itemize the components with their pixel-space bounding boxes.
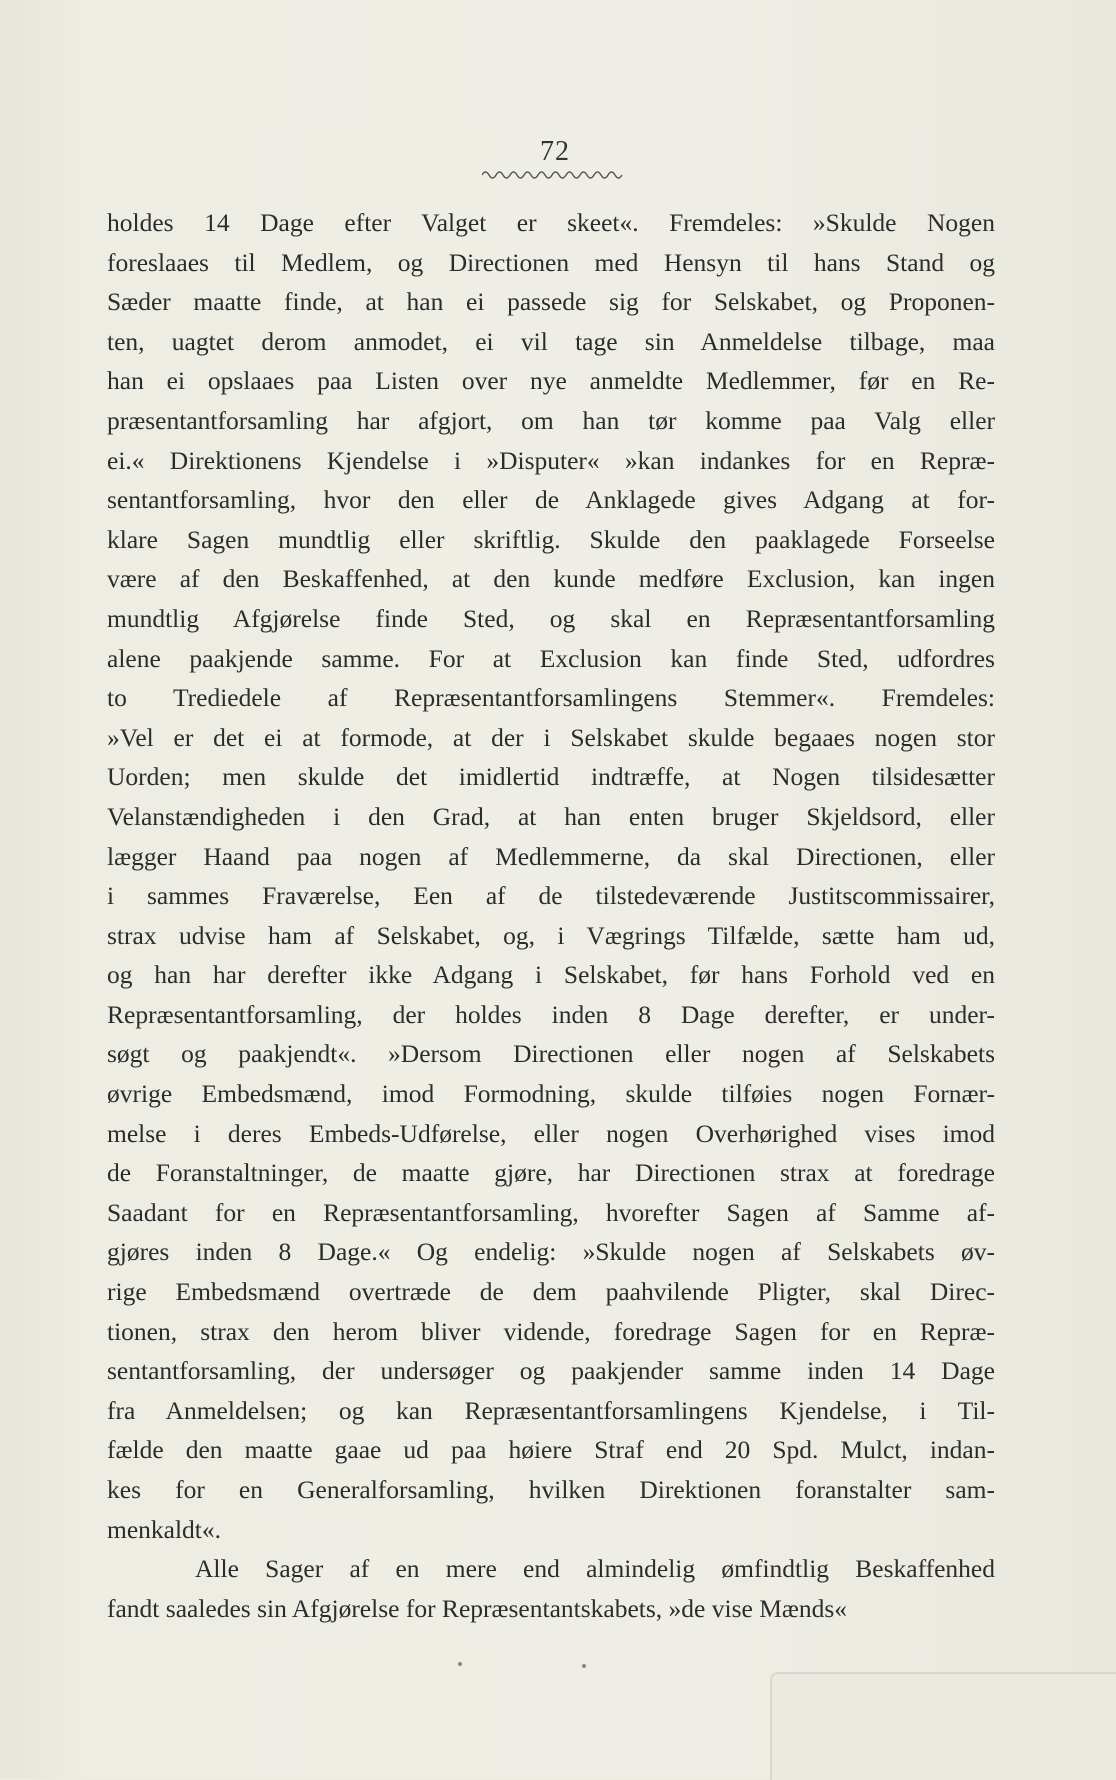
text-line-content: mundtlig Afgjørelse finde Sted, og skal en Repræsentantforsamling (107, 603, 995, 633)
text-line (107, 1039, 995, 1079)
text-line (107, 960, 995, 1000)
text-line (107, 842, 995, 882)
text-line (107, 644, 995, 684)
text-line-content: søgt og paakjendt«. »Dersom Directionen eller nogen af Selskabets (107, 1039, 995, 1069)
text-line (107, 1594, 995, 1634)
text-line (107, 287, 995, 327)
text-line (107, 1119, 995, 1159)
text-line (107, 248, 995, 288)
text-line (107, 1554, 995, 1594)
text-line-content: ten, uagtet derom anmodet, ei vil tage sin Anmeldelse tilbage, maa (107, 326, 995, 356)
speck-mark (582, 1664, 586, 1668)
text-line-content: øvrige Embedsmænd, imod Formodning, skulde tilføies nogen Fornær- (107, 1079, 995, 1109)
text-line-content: holdes 14 Dage efter Valget er skeet«. Fremdeles: »Skulde Nogen (107, 208, 995, 237)
text-line (107, 1237, 995, 1277)
text-line (107, 1515, 995, 1555)
text-line-content: Velanstændigheden i den Grad, at han enten bruger Skjeldsord, eller (107, 801, 995, 831)
text-line-content: menkaldt«. (107, 1514, 222, 1544)
text-line-content: præsentantforsamling har afgjort, om han tør komme paa Valg eller (107, 405, 995, 435)
text-line-content: de Foranstaltninger, de maatte gjøre, har Directionen strax at foredrage (107, 1158, 995, 1188)
paper-corner-fold (770, 1672, 1116, 1780)
body-text (107, 208, 995, 1633)
text-line-content: Alle Sager af en mere end almindelig ømfindtlig Beskaffenhed (195, 1554, 995, 1584)
text-line (107, 406, 995, 446)
text-line-content: og han har derefter ikke Adgang i Selskabet, før hans Forhold ved en (107, 960, 995, 990)
text-line (107, 366, 995, 406)
text-line-content: Saadant for en Repræsentantforsamling, hvorefter Sagen af Samme af- (107, 1197, 995, 1227)
text-line-content: sentantforsamling, der undersøger og paakjender samme inden 14 Dage (107, 1356, 995, 1386)
text-line-content: Uorden; men skulde det imidlertid indtræffe, at Nogen tilsidesætter (107, 762, 995, 792)
text-line (107, 921, 995, 961)
text-line (107, 802, 995, 842)
text-line-content: fælde den maatte gaae ud paa høiere Straf end 20 Spd. Mulct, indan- (107, 1435, 995, 1465)
text-line (107, 881, 995, 921)
text-line-content: alene paakjende samme. For at Exclusion kan finde Sted, udfordres (107, 643, 995, 673)
text-line-content: to Trediedele af Repræsentantforsamlingens Stemmer«. Fremdeles: (107, 683, 995, 713)
text-line-content: han ei opslaaes paa Listen over nye anmeldte Medlemmer, før en Re- (107, 366, 995, 396)
text-line (107, 1317, 995, 1357)
text-line-content: gjøres inden 8 Dage.« Og endelig: »Skulde nogen af Selskabets øv- (107, 1237, 995, 1267)
text-line-content: ei.« Direktionens Kjendelse i »Disputer« »kan indankes for en Repræ- (107, 445, 995, 475)
page-number: 72 (540, 136, 570, 167)
text-line-content: rige Embedsmænd overtræde de dem paahvilende Pligter, skal Direc- (107, 1277, 995, 1307)
text-line (107, 1198, 995, 1238)
text-line (107, 1356, 995, 1396)
wavy-rule-ornament (482, 168, 624, 182)
text-line (107, 525, 995, 565)
text-line (107, 1277, 995, 1317)
text-line-content: fra Anmeldelsen; og kan Repræsentantforsamlingens Kjendelse, i Til- (107, 1395, 995, 1425)
text-line-content: Repræsentantforsamling, der holdes inden 8 Dage derefter, er under- (107, 999, 995, 1029)
text-line (107, 1475, 995, 1515)
text-line (107, 1396, 995, 1436)
text-line-content: sentantforsamling, hvor den eller de Anklagede gives Adgang at for- (107, 485, 995, 515)
text-line (107, 762, 995, 802)
text-line (107, 327, 995, 367)
text-line-content: klare Sagen mundtlig eller skriftlig. Skulde den paaklagede Forseelse (107, 524, 995, 554)
text-line (107, 1000, 995, 1040)
text-line (107, 446, 995, 486)
text-line-content: tionen, strax den herom bliver vidende, foredrage Sagen for en Repræ- (107, 1316, 995, 1346)
text-line (107, 723, 995, 763)
text-line (107, 683, 995, 723)
text-line-content: være af den Beskaffenhed, at den kunde medføre Exclusion, kan ingen (107, 564, 995, 594)
text-line-content: i sammes Fraværelse, Een af de tilstedeværende Justitscommissairer, (107, 881, 995, 911)
text-line-content: fandt saaledes sin Afgjørelse for Repræsentantskabets, »de vise Mænds« (107, 1593, 848, 1623)
text-line (107, 604, 995, 644)
text-line (107, 208, 995, 248)
text-line-content: kes for en Generalforsamling, hvilken Direktionen foranstalter sam- (107, 1475, 995, 1504)
text-line-content: strax udvise ham af Selskabet, og, i Vægrings Tilfælde, sætte ham ud, (107, 920, 995, 950)
text-line-content: foreslaaes til Medlem, og Directionen med Hensyn til hans Stand og (107, 247, 995, 277)
text-line (107, 1158, 995, 1198)
text-line-content: lægger Haand paa nogen af Medlemmerne, da skal Directionen, eller (107, 841, 995, 871)
speck-mark (458, 1662, 462, 1666)
text-line (107, 1435, 995, 1475)
text-line (107, 564, 995, 604)
text-line-content: »Vel er det ei at formode, at der i Selskabet skulde begaaes nogen stor (107, 722, 995, 752)
text-line-content: Sæder maatte finde, at han ei passede sig for Selskabet, og Proponen- (107, 287, 995, 317)
text-line (107, 485, 995, 525)
text-line (107, 1079, 995, 1119)
text-line-content: melse i deres Embeds-Udførelse, eller nogen Overhørighed vises imod (107, 1118, 995, 1148)
